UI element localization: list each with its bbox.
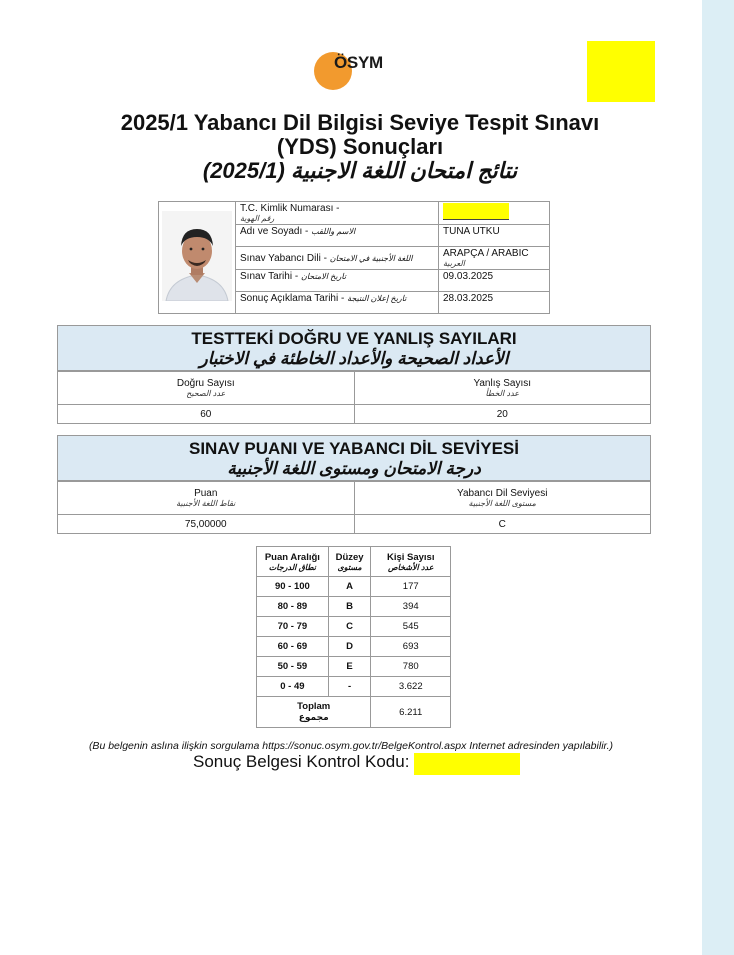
label-text: Adı ve Soyadı - <box>240 226 309 237</box>
label-text-arabic: عدد الأشخاص <box>387 562 434 572</box>
value-score: 75,00000 <box>58 515 355 534</box>
cell-range: 60 - 69 <box>257 637 329 657</box>
cell-count: 3.622 <box>371 677 451 697</box>
label-text: T.C. Kimlik Numarası - <box>240 203 340 214</box>
label-text: Doğru Sayısı <box>176 378 235 389</box>
value-language <box>439 247 550 270</box>
answers-table <box>57 371 651 424</box>
value-text-arabic: العربية <box>443 259 465 268</box>
cell-total-label <box>257 697 371 728</box>
value-wrong: 20 <box>354 405 651 424</box>
label-exam-date <box>236 270 439 292</box>
value-text: ARAPÇA / ARABIC <box>443 248 529 259</box>
control-code-label: Sonuç Belgesi Kontrol Kodu: <box>193 752 410 771</box>
label-text-arabic: تاريخ الامتحان <box>300 272 347 281</box>
value-tc-number <box>439 202 550 225</box>
value-level: C <box>354 515 651 534</box>
table-total-row <box>257 697 451 728</box>
cell-count: 177 <box>371 577 451 597</box>
label-text-arabic: الاسم واللقب <box>311 227 356 236</box>
redacted-value <box>443 203 509 220</box>
label-text: Toplam <box>297 701 331 712</box>
cell-range: 50 - 59 <box>257 657 329 677</box>
candidate-info-table <box>158 201 550 314</box>
panel-title-arabic: الأعداد الصحيحة والأعداد الخاطئة في الاختبار <box>199 349 509 368</box>
label-language <box>236 247 439 270</box>
label-text-arabic: نقاط اللغة الأجنبية <box>176 499 236 508</box>
cell-count: 693 <box>371 637 451 657</box>
label-text: Sonuç Açıklama Tarihi - <box>240 293 345 304</box>
osym-logo <box>314 50 404 90</box>
cell-count: 545 <box>371 617 451 637</box>
value-correct: 60 <box>58 405 355 424</box>
label-text: Düzey <box>335 551 364 563</box>
table-row <box>58 405 651 424</box>
col-header-level <box>328 547 371 577</box>
col-header-score <box>58 482 355 515</box>
label-text-arabic: رقم الهوية <box>240 214 275 223</box>
label-text-arabic: تاريخ إعلان النتيجة <box>347 294 407 303</box>
table-row <box>58 482 651 515</box>
label-text-arabic: مستوى اللغة الأجنبية <box>468 499 536 508</box>
cell-range: 90 - 100 <box>257 577 329 597</box>
value-name: TUNA UTKU <box>439 225 550 247</box>
score-table <box>57 481 651 534</box>
panel-title-arabic: درجة الامتحان ومستوى اللغة الأجنبية <box>227 459 481 478</box>
table-row <box>58 515 651 534</box>
label-text: Sınav Yabancı Dili - <box>240 252 327 264</box>
col-header-wrong <box>354 372 651 405</box>
logo-text: ÖSYM <box>334 53 383 72</box>
photo-cell <box>159 202 236 314</box>
cell-count: 780 <box>371 657 451 677</box>
verification-note: (Bu belgenin aslına ilişkin sorgulama https://sonuc.osym.gov.tr/BelgeKontrol.aspx Internet adresinden yapılabilir.) <box>88 740 614 752</box>
cell-level: E <box>328 657 371 677</box>
table-row <box>257 677 451 697</box>
cell-level: C <box>328 617 371 637</box>
label-result-date <box>236 292 439 314</box>
cell-level: D <box>328 637 371 657</box>
page-title-line1: 2025/1 Yabancı Dil Bilgisi Seviye Tespit Sınavı <box>120 110 600 135</box>
col-header-correct <box>58 372 355 405</box>
table-row <box>257 577 451 597</box>
value-result-date: 28.03.2025 <box>439 292 550 314</box>
label-text-arabic: عدد الصحيح <box>186 389 226 398</box>
distribution-table <box>256 546 451 728</box>
table-row <box>257 597 451 617</box>
label-text-arabic: اللغة الأجنبية في الامتحان <box>329 253 413 263</box>
panel-title: SINAV PUANI VE YABANCI DİL SEVİYESİ <box>188 439 519 458</box>
page-title-arabic: نتائج امتحان اللغة الاجنبية (2025/1) <box>202 158 518 183</box>
table-row <box>159 202 550 225</box>
table-row <box>257 637 451 657</box>
label-text: Puan <box>194 488 218 499</box>
cell-level: - <box>328 677 371 697</box>
label-text-arabic: مستوى <box>337 562 362 572</box>
page-title-line2: (YDS) Sonuçları <box>276 134 444 159</box>
cell-level: B <box>328 597 371 617</box>
cell-level: A <box>328 577 371 597</box>
panel-title: TESTTEKİ DOĞRU VE YANLIŞ SAYILARI <box>191 329 517 348</box>
panel-header <box>57 325 651 371</box>
label-text: Yabancı Dil Seviyesi <box>457 488 548 499</box>
value-exam-date: 09.03.2025 <box>439 270 550 292</box>
person-photo-icon <box>162 211 232 301</box>
table-row <box>257 617 451 637</box>
cell-count: 394 <box>371 597 451 617</box>
label-text-arabic: نطاق الدرجات <box>268 562 317 572</box>
cell-total-count: 6.211 <box>371 697 451 728</box>
correct-wrong-panel <box>57 325 651 424</box>
table-header-row <box>257 547 451 577</box>
label-text: Puan Aralığı <box>264 551 320 563</box>
label-name <box>236 225 439 247</box>
label-text: Sınav Tarihi - <box>240 271 299 282</box>
redacted-control-code <box>414 753 520 775</box>
cell-range: 80 - 89 <box>257 597 329 617</box>
col-header-level <box>354 482 651 515</box>
score-level-panel <box>57 435 651 534</box>
cell-range: 0 - 49 <box>257 677 329 697</box>
col-header-range <box>257 547 329 577</box>
redacted-box <box>587 41 655 102</box>
cell-range: 70 - 79 <box>257 617 329 637</box>
label-text-arabic: عدد الخطأ <box>485 389 520 398</box>
col-header-count <box>371 547 451 577</box>
label-text: Yanlış Sayısı <box>473 378 532 389</box>
panel-header <box>57 435 651 481</box>
label-tc-number <box>236 202 439 225</box>
label-text: Kişi Sayısı <box>386 551 435 563</box>
table-row <box>58 372 651 405</box>
label-text-arabic: مجموع <box>298 712 329 722</box>
table-row <box>257 657 451 677</box>
